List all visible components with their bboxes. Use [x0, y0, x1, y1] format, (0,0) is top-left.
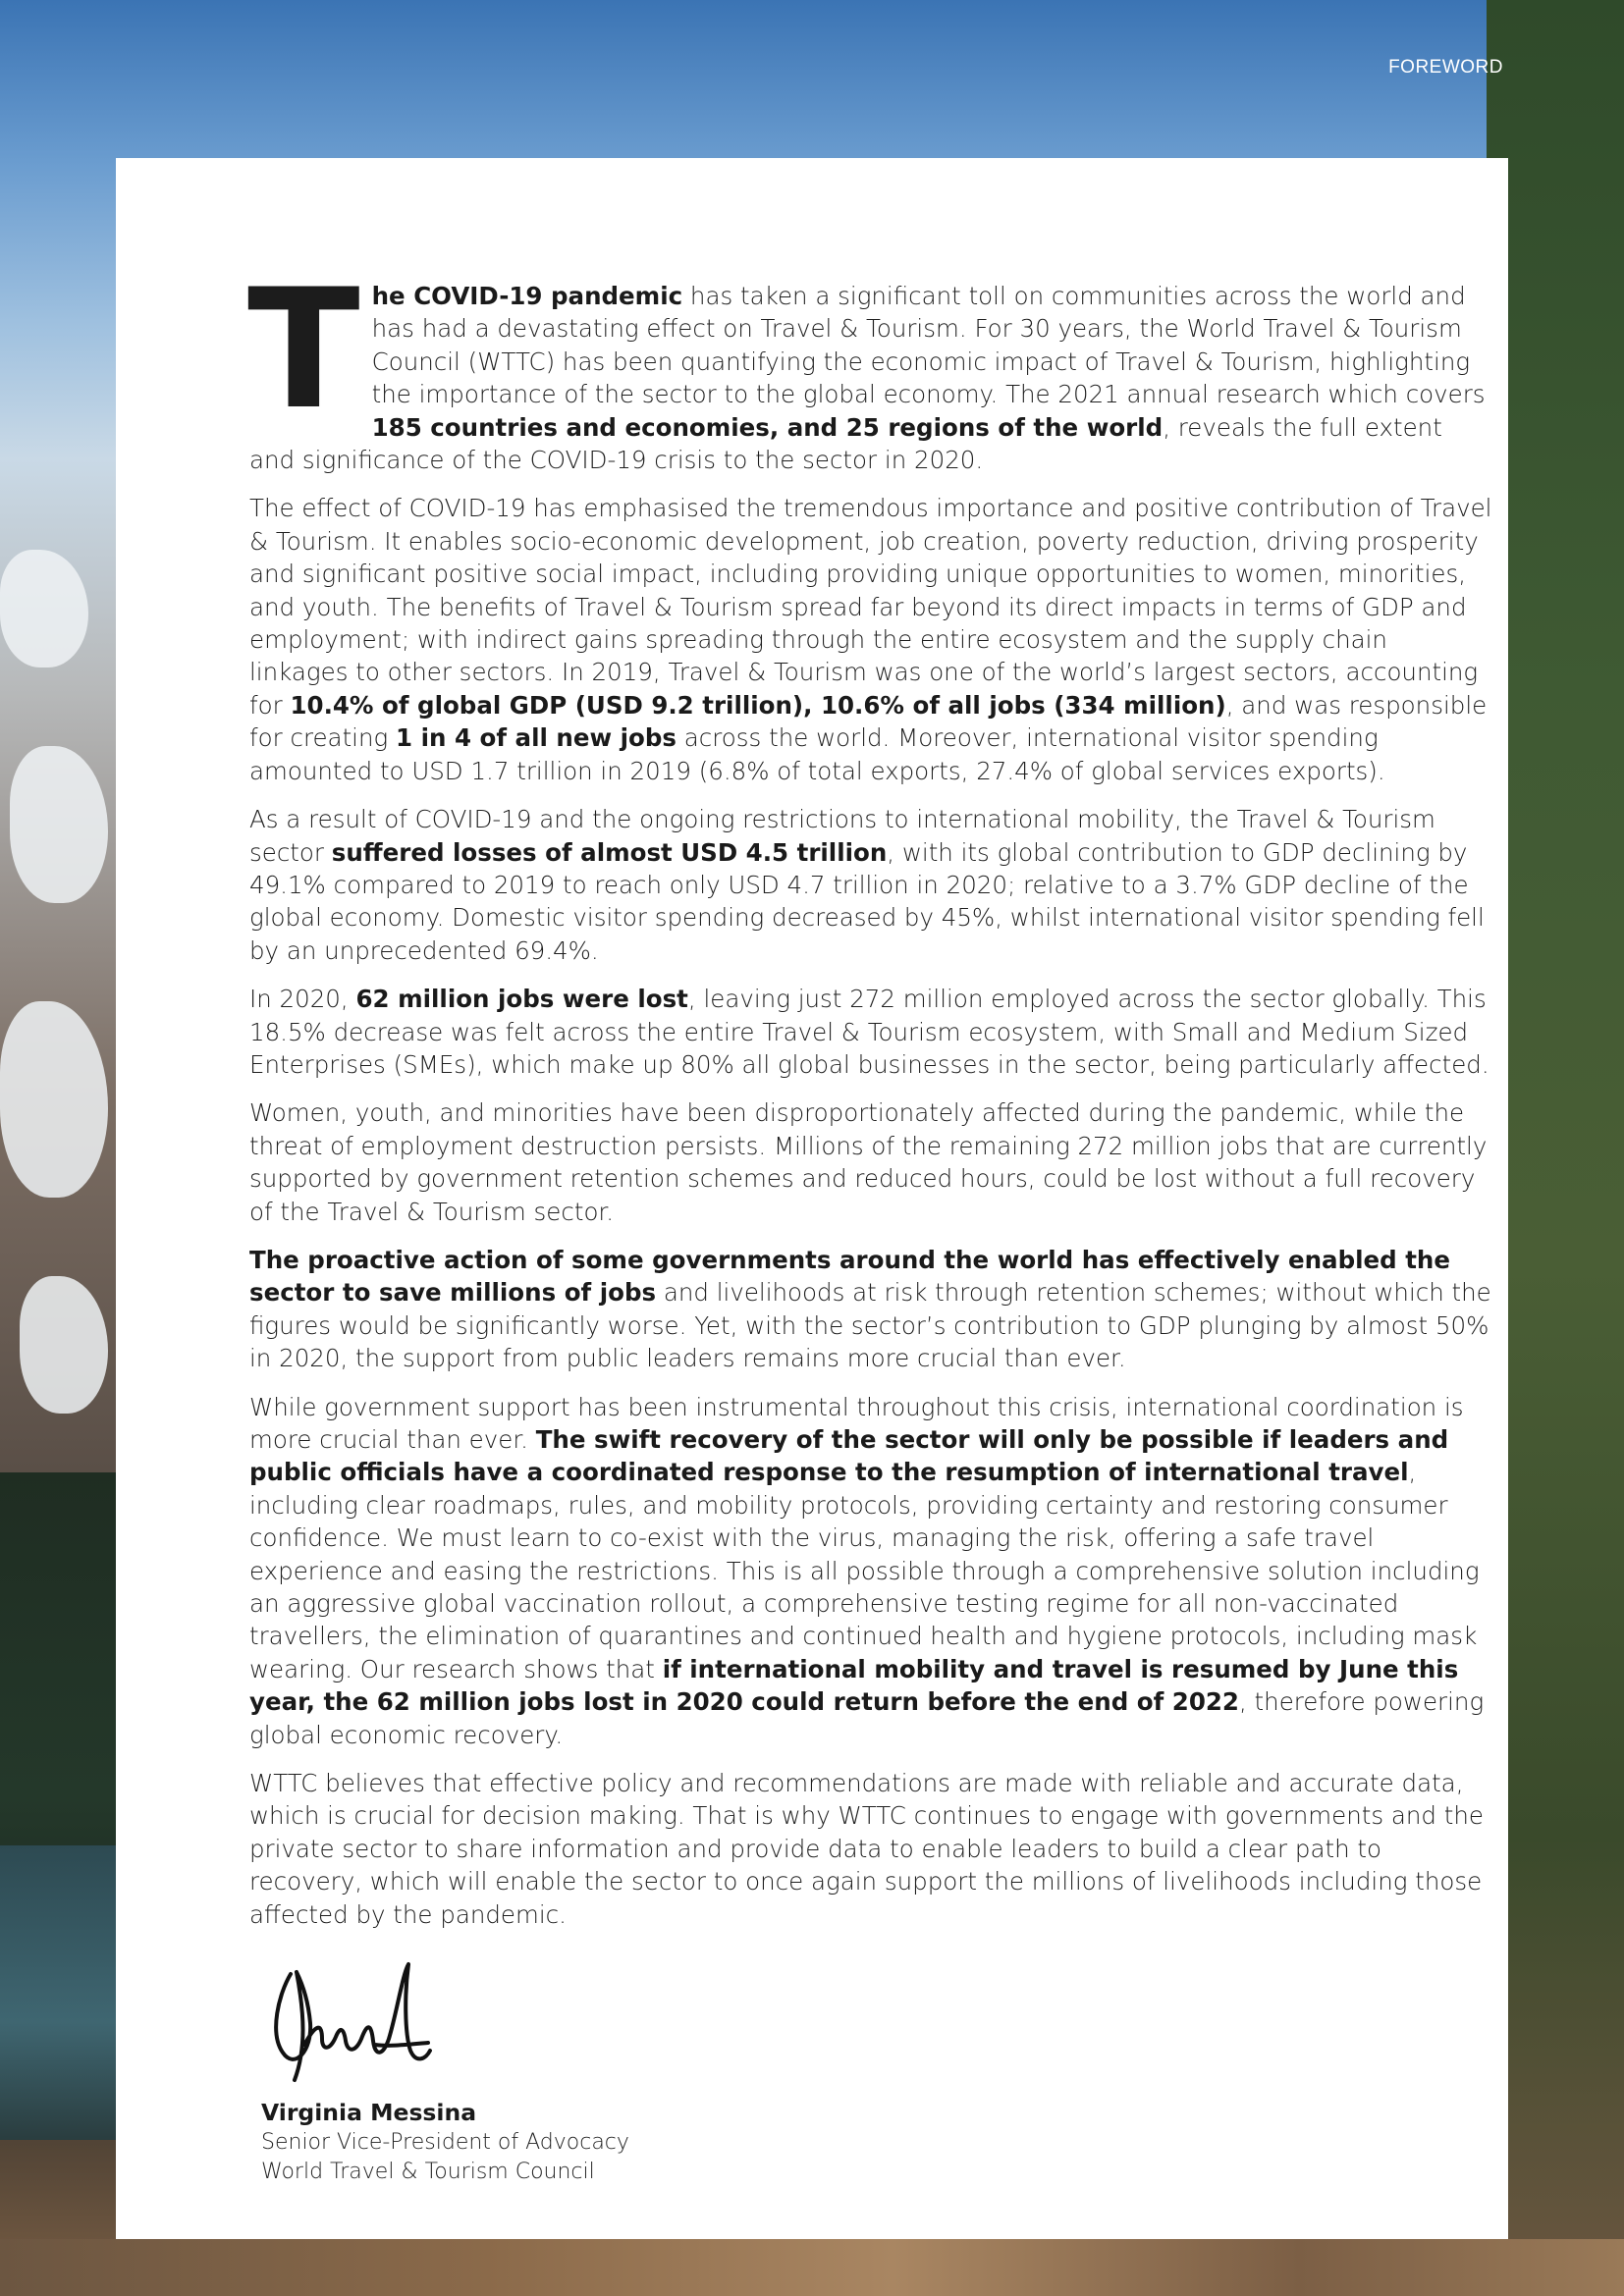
bold-text: The proactive action of some governments around the world has effectively enabled the sector to save millions of jobs — [249, 1245, 1450, 1308]
paragraph-4 — [249, 983, 1492, 1081]
paragraph-1 — [247, 253, 1492, 476]
body-text: Women, youth, and minorities have been disproportionately affected during the pandemic, while the threat of employment destruction persists. Millions of the remaining 272 million jobs that are currently supported by government retention schemes and reduced hours, could be lost without a full recovery of the Travel & Tourism sector. — [249, 1098, 1488, 1226]
body-text: The effect of COVID-19 has emphasised the tremendous importance and positive contribution of Travel & Tourism. It enables socio-economic development, job creation, poverty reduction, driving prosperity and significant positive social impact, including providing unique opportunities to women, minorities, and youth. The benefits of Travel & Tourism spread far beyond its direct impacts in terms of GDP and employment; with indirect gains spreading through the entire ecosystem and the supply chain linkages to other sectors. In 2019, Travel & Tourism was one of the world’s largest sectors, accounting for — [249, 494, 1492, 720]
body-text: In 2020, — [249, 985, 356, 1014]
rocky-ground — [0, 2239, 1624, 2296]
mountain-snow-patch — [0, 550, 88, 667]
section-label: FOREWORD — [1388, 57, 1503, 78]
paragraph-7 — [249, 1391, 1492, 1751]
bold-text: The swift recovery of the sector will only be possible if leaders and public officials have a coordinated response to the resumption of international travel — [249, 1425, 1449, 1487]
signature-block — [261, 1954, 1492, 2187]
body-text: , therefore powering global economic recovery. — [249, 1687, 1485, 1749]
body-text: and livelihoods at risk through retention schemes; without which the figures would be significantly worse. Yet, with the sector’s contribution to GDP plunging by almost 50% in 2020, the support from public leaders remains more crucial than ever. — [249, 1278, 1491, 1373]
body-text: across the world. Moreover, international visitor spending amounted to USD 1.7 trillion in 2019 (6.8% of total exports, 27.4% of global services exports). — [249, 723, 1385, 785]
body-text: has taken a significant toll on communities across the world and has had a devastating effect on Travel & Tourism. For 30 years, the World Travel & Tourism Council (WTTC) has been quantifying the economic impact of Travel & Tourism, highlighting the importance of the sector to the global economy. The 2021 annual research which covers — [371, 282, 1486, 409]
bold-text: suffered losses of almost USD 4.5 trillion — [331, 837, 888, 867]
signer-organization: World Travel & Tourism Council — [261, 2160, 595, 2185]
mountain-snow-patch — [20, 1276, 108, 1414]
foreword-text — [247, 253, 1492, 2187]
body-text: , with its global contribution to GDP declining by 49.1% compared to 2019 to reach only USD 4.7 trillion in 2020; relative to a 3.7% GDP decline of the global economy. Domestic visitor spending decreased by 45%, whilst international visitor spending fell by an unprecedented 69.4%. — [249, 837, 1485, 965]
body-text: , leaving just 272 million employed across the sector globally. This 18.5% decrease was felt across the entire Travel & Tourism ecosystem, with Small and Medium Sized Enterprises (SMEs), which make up 80% all global businesses in the sector, being particularly affected. — [249, 985, 1489, 1079]
mountain-snow-patch — [10, 746, 108, 903]
body-text: As a result of COVID-19 and the ongoing restrictions to international mobility, the Travel & Tourism sector — [249, 805, 1435, 867]
signer-title: Senior Vice-President of Advocacy — [261, 2130, 629, 2156]
paragraph-6 — [249, 1244, 1492, 1375]
body-text: , including clear roadmaps, rules, and mobility protocols, providing certainty and restoring consumer confidence. We must learn to co-exist with the virus, managing the risk, offering a safe travel experience and easing the restrictions. This is all possible through a comprehensive solution including an aggressive global vaccination rollout, a comprehensive testing regime for all non-vaccinated travellers, the elimination of quarantines and continued health and hygiene protocols, including mask wearing. Our research shows that — [249, 1458, 1480, 1683]
paragraph-2 — [249, 492, 1492, 787]
paragraph-5 — [249, 1096, 1492, 1228]
bold-text: he COVID-19 pandemic — [371, 282, 683, 310]
handwritten-signature — [261, 1954, 433, 2092]
body-text: WTTC believes that effective policy and recommendations are made with reliable and accurate data, which is crucial for decision making. That is why WTTC continues to engage with governments and the private sector to share information and provide data to enable leaders to build a clear path to recovery, which will enable the sector to once again support the millions of livelihoods including those affected by the pandemic. — [249, 1769, 1484, 1929]
signer-name: Virginia Messina — [261, 2099, 477, 2127]
body-text: , and was responsible for creating — [249, 690, 1488, 753]
body-text: , reveals the full extent and significance of the COVID-19 crisis to the sector in 2020. — [249, 412, 1442, 475]
lake — [0, 1845, 116, 2140]
body-text: While government support has been instrumental throughout this crisis, international coordination is more crucial than ever. — [249, 1392, 1464, 1454]
content-panel — [116, 158, 1508, 2239]
bold-text: if international mobility and travel is resumed by June this year, the 62 million jobs lost in 2020 could return before the end of 2022 — [249, 1654, 1459, 1717]
bold-text: 185 countries and economies, and 25 regions of the world — [371, 412, 1164, 442]
paragraph-3 — [249, 803, 1492, 967]
bold-text: 10.4% of global GDP (USD 9.2 trillion), 10.6% of all jobs (334 million) — [290, 690, 1226, 720]
mountain-snow-patch — [0, 1001, 108, 1198]
bold-text: 62 million jobs were lost — [355, 985, 688, 1014]
bold-text: 1 in 4 of all new jobs — [396, 723, 677, 753]
paragraph-8 — [249, 1767, 1492, 1931]
drop-cap: T — [247, 253, 360, 446]
